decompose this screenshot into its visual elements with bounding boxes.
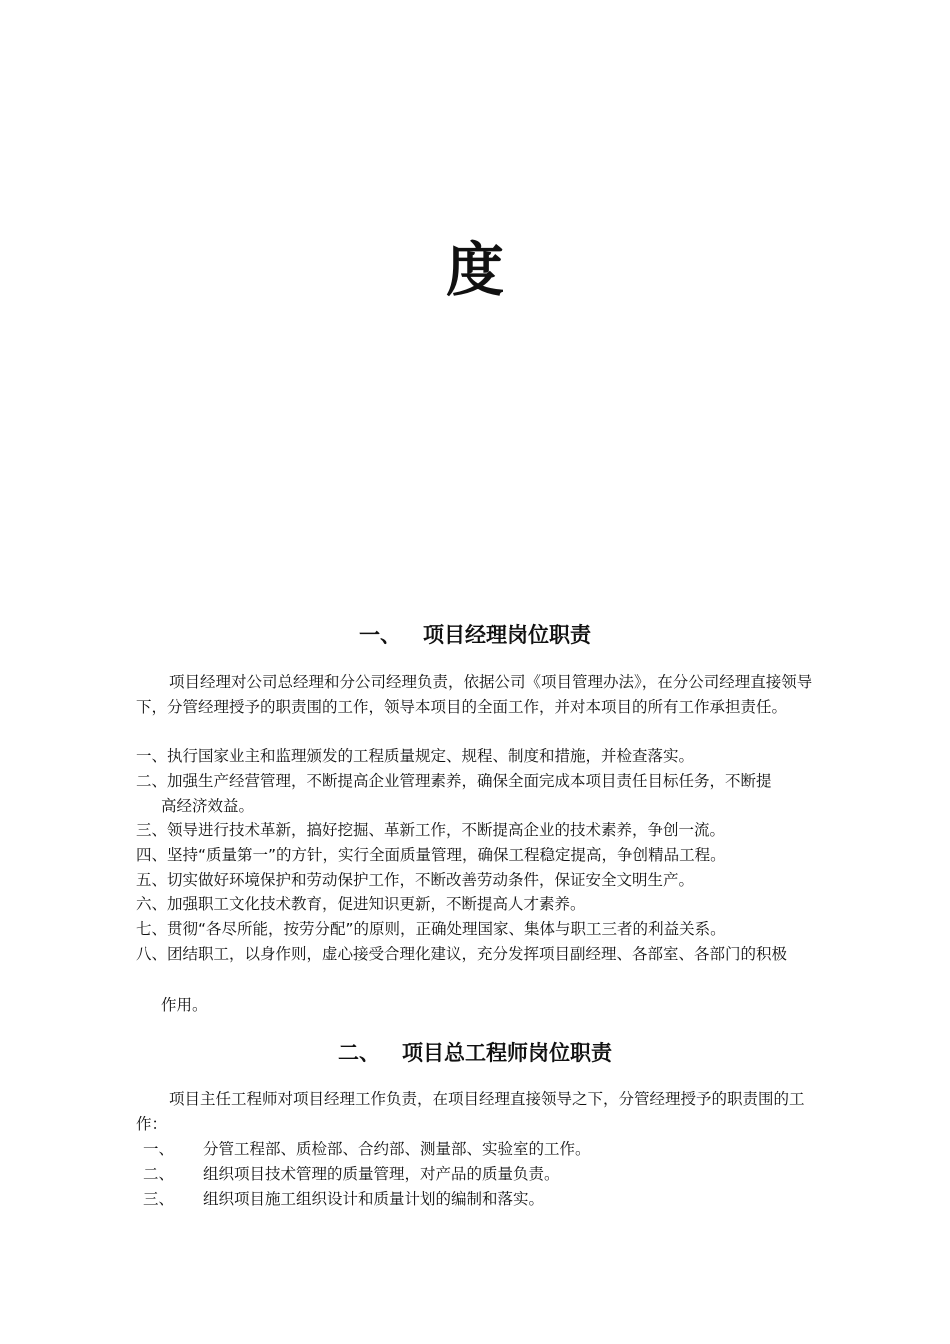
section-1-heading <box>0 620 950 650</box>
section-2-number: 二、 <box>338 1041 380 1065</box>
section-2-intro: 项目主任工程师对项目经理工作负责，在项目经理直接领导之下，分管经理授予的职责围的工作： <box>136 1090 805 1133</box>
section-2-heading <box>0 1038 950 1068</box>
document-title: 度 <box>445 236 504 304</box>
section-1-item: 四、坚持“质量第一”的方针，实行全面质量管理，确保工程稳定提高，争创精品工程。 <box>136 846 726 864</box>
section-2-item <box>143 1162 833 1187</box>
section-1-item-continuation: 作用。 <box>161 996 208 1014</box>
section-1-item: 七、贯彻“各尽所能，按劳分配”的原则，正确处理国家、集体与职工三者的利益关系。 <box>136 920 726 938</box>
section-1-item: 一、执行国家业主和监理颁发的工程质量规定、规程、制度和措施，并检查落实。 <box>136 747 695 765</box>
section-1-item: 五、切实做好环境保护和劳动保护工作，不断改善劳动条件，保证安全文明生产。 <box>136 871 695 889</box>
section-1-item: 八、团结职工，以身作则，虚心接受合理化建议，充分发挥项目副经理、各部室、各部门的积极 <box>136 945 788 963</box>
section-1-intro: 项目经理对公司总经理和分公司经理负责，依据公司《项目管理办法》，在分公司经理直接领导下，分管经理授予的职责围的工作，领导本项目的全面工作，并对本项目的所有工作承担责任。 <box>136 673 813 716</box>
section-2-item <box>143 1187 833 1212</box>
section-2-item-number: 三、 <box>143 1190 175 1208</box>
section-2-item-text: 组织项目技术管理的质量管理，对产品的质量负责。 <box>203 1165 560 1183</box>
section-2-item-number: 二、 <box>143 1165 175 1183</box>
section-1-item: 二、加强生产经营管理，不断提高企业管理素养，确保全面完成本项目责任目标任务，不断提 <box>136 772 772 790</box>
section-1-number: 一、 <box>359 623 401 647</box>
section-1-item-continuation: 高经济效益。 <box>161 797 255 815</box>
section-2-item-text: 分管工程部、质检部、合约部、测量部、实验室的工作。 <box>203 1140 591 1158</box>
section-1-title: 项目经理岗位职责 <box>423 623 591 647</box>
section-2-item-text: 组织项目施工组织设计和质量计划的编制和落实。 <box>203 1190 545 1208</box>
section-2-item <box>143 1137 833 1162</box>
section-2-item-number: 一、 <box>143 1140 175 1158</box>
section-2-title: 项目总工程师岗位职责 <box>402 1041 612 1065</box>
section-1-item: 三、领导进行技术革新，搞好挖掘、革新工作，不断提高企业的技术素养，争创一流。 <box>136 821 726 839</box>
section-1-item: 六、加强职工文化技术教育，促进知识更新，不断提高人才素养。 <box>136 895 586 913</box>
